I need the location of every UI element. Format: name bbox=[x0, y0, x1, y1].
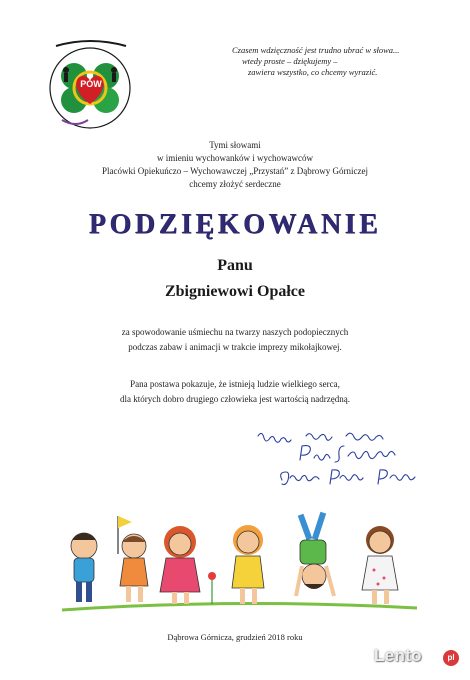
motto bbox=[232, 45, 464, 78]
intro-line: Tymi słowami bbox=[209, 140, 261, 150]
place-and-date: Dąbrowa Górnicza, grudzień 2018 roku bbox=[167, 632, 303, 642]
signature-strokes bbox=[248, 426, 438, 498]
recipient-salutation: Panu bbox=[217, 257, 253, 274]
child-figure bbox=[118, 516, 148, 602]
intro-line: Placówki Opiekuńczo – Wychowawczej „Przystań” z Dąbrowy Górniczej bbox=[102, 166, 368, 176]
handwritten-signature bbox=[248, 426, 438, 498]
motto-line: zawiera wszystko, co chcemy wyrazić. bbox=[248, 67, 378, 77]
intro-line: chcemy złożyć serdeczne bbox=[189, 179, 281, 189]
certificate-title: PODZIĘKOWANIE bbox=[88, 209, 382, 240]
child-figure bbox=[232, 525, 264, 604]
child-figure bbox=[71, 533, 97, 602]
motto-line: wtedy proste – dziękujemy – bbox=[242, 56, 338, 66]
recipient-name: Zbigniewowi Opałce bbox=[164, 283, 305, 300]
pow-przystan-logo bbox=[44, 36, 136, 132]
paragraph-line: podczas zabaw i animacji w trakcie imprezy mikołajkowej. bbox=[128, 342, 342, 352]
appreciation-text bbox=[0, 377, 470, 407]
watermark-text: Lento bbox=[374, 646, 422, 665]
child-figure bbox=[362, 526, 398, 604]
paragraph-line: dla których dobro drugiego człowieka jest wartością nadrzędną. bbox=[120, 394, 350, 404]
paragraph-line: Pana postawa pokazuje, że istnieją ludzie wielkiego serca, bbox=[130, 379, 340, 389]
intro-text bbox=[0, 139, 470, 191]
motto-line: Czasem wdzięczność jest trudno ubrać w słowa... bbox=[232, 45, 400, 55]
playing-children-art bbox=[52, 500, 422, 618]
watermark-badge: pl bbox=[443, 650, 459, 666]
child-figure bbox=[296, 512, 334, 596]
thanks-reason bbox=[0, 325, 470, 355]
logo-text: POW bbox=[80, 79, 102, 89]
flower bbox=[208, 572, 216, 604]
child-figure bbox=[160, 526, 200, 604]
intro-line: w imieniu wychowanków i wychowawców bbox=[157, 153, 313, 163]
children-illustration bbox=[52, 500, 422, 618]
lento-watermark bbox=[372, 644, 470, 674]
paragraph-line: za spowodowanie uśmiechu na twarzy naszych podopiecznych bbox=[121, 327, 349, 337]
